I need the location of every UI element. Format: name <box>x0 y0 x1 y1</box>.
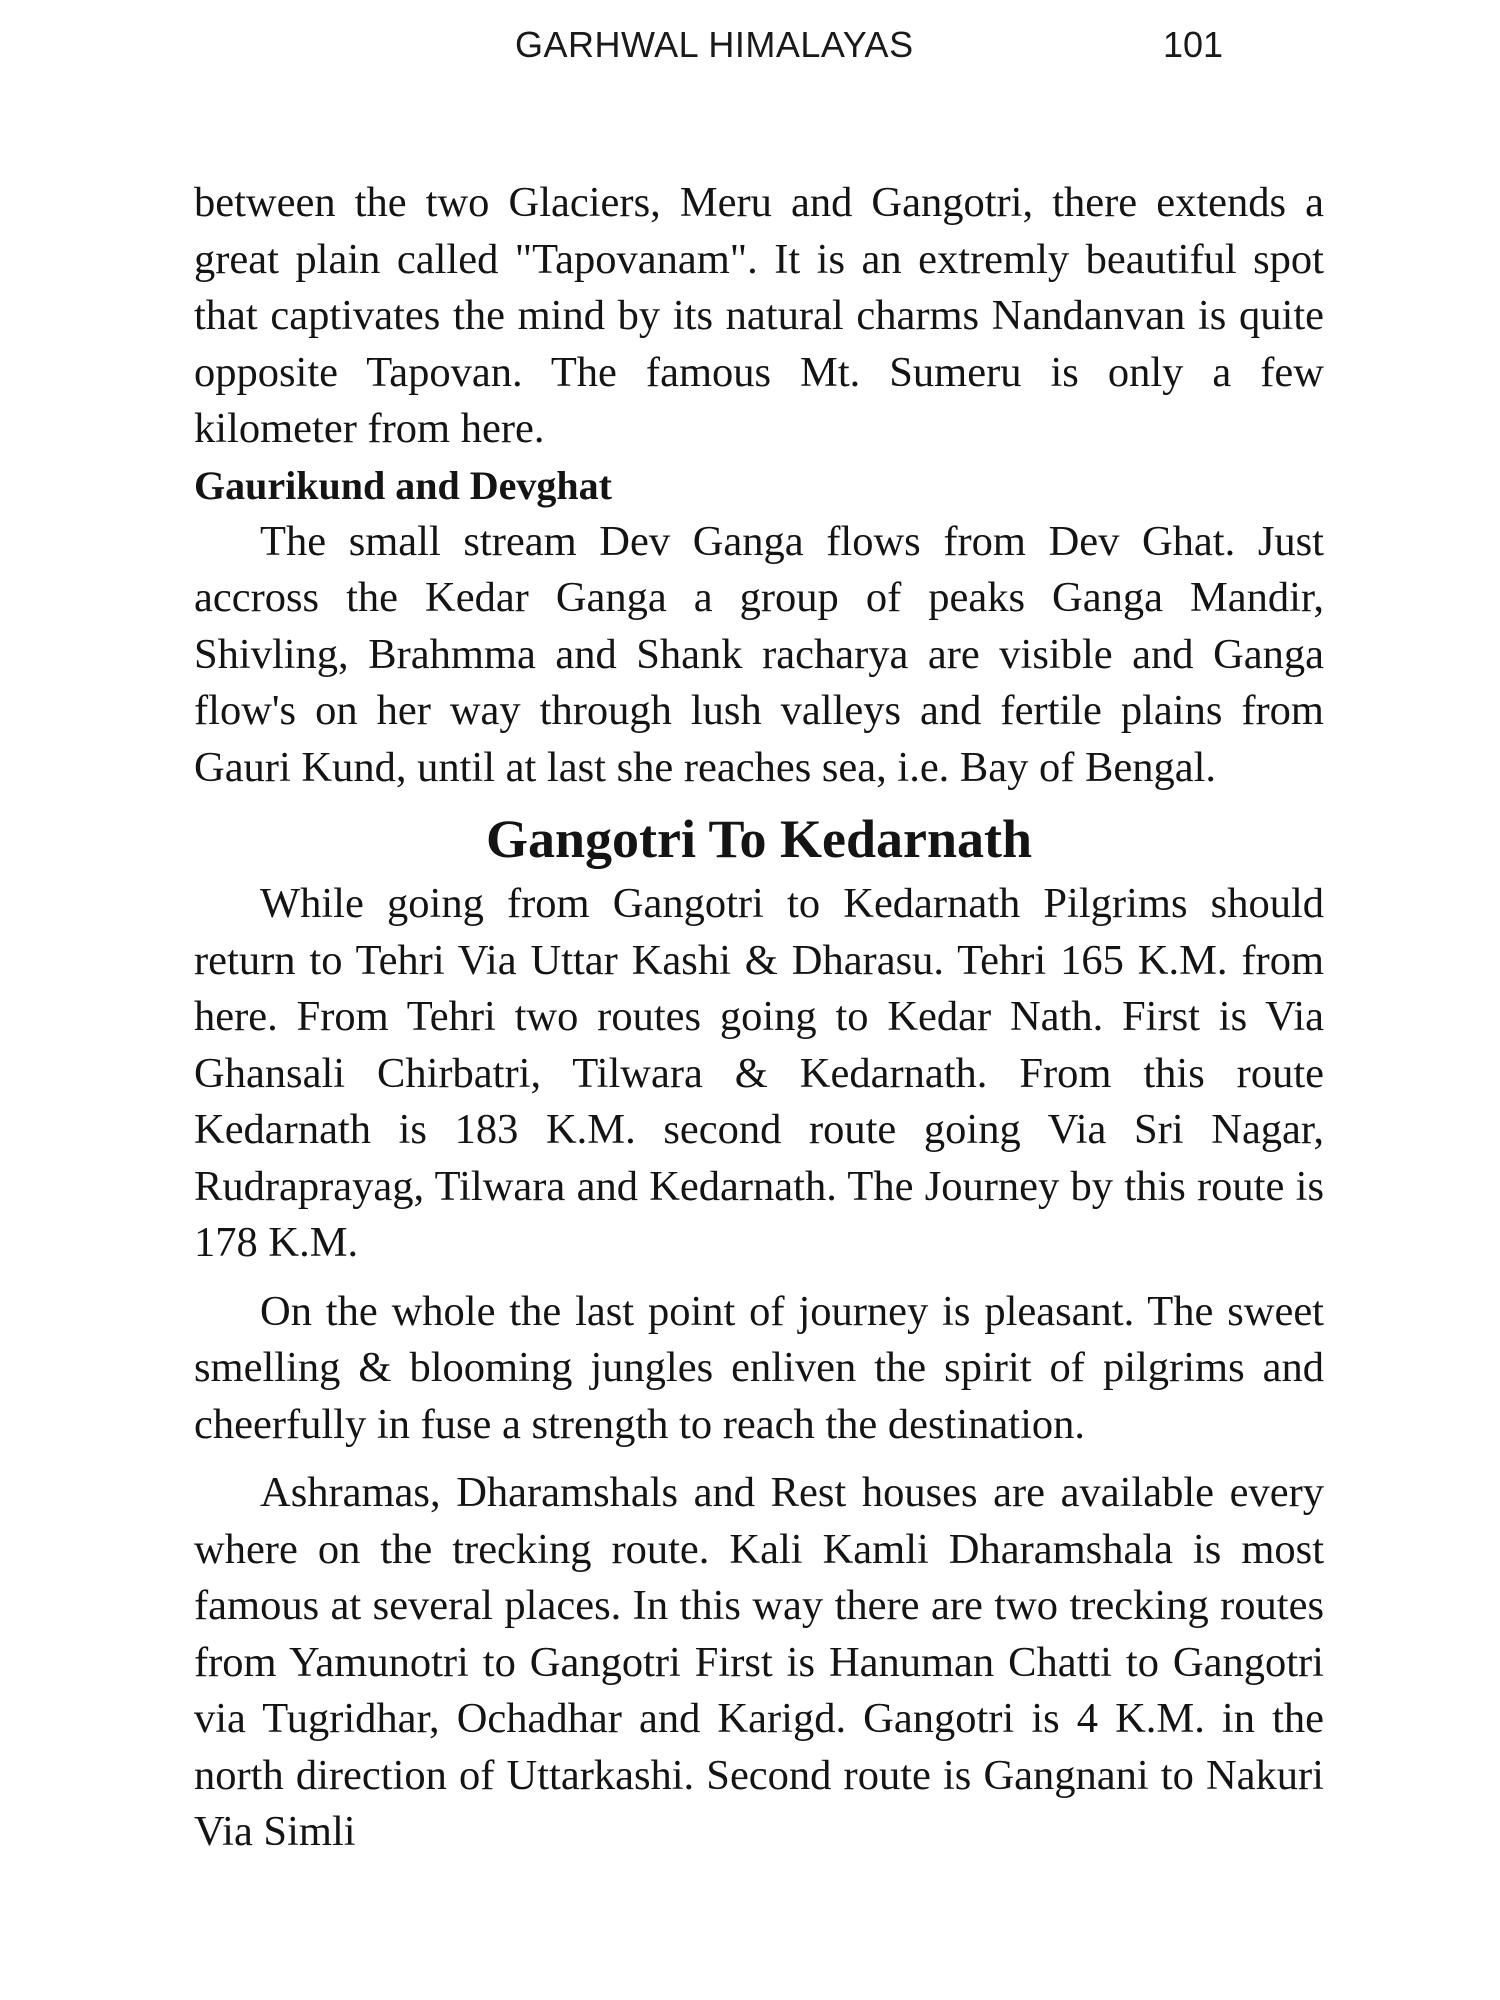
body-text <box>194 175 1324 1861</box>
paragraph-dev-ganga: The small stream Dev Ganga flows from Dev Ghat. Just accross the Kedar Ganga a group of peaks Ganga Mandir, Shivling, Brahmma and Shank racharya are visible and Ganga flow's on her way through lush valleys and fertile plains from Gauri Kund, until at last she reaches sea, i.e. Bay of Bengal. <box>194 517 1324 791</box>
running-header <box>0 20 1500 80</box>
subheading-gaurikund-devghat: Gaurikund and Devghat <box>194 462 612 508</box>
paragraph-routes-to-kedarnath: While going from Gangotri to Kedarnath Pilgrims should return to Tehri Via Uttar Kashi & Dharasu. Tehri 165 K.M. from here. From Tehri two routes going to Kedar Nath. First is Via Ghansali Chirbatri, Tilwara & Kedarnath. From this route Kedarnath is 183 K.M. second route going Via Sri Nagar, Rudraprayag, Tilwara and Kedarnath. The Journey by this route is 178 K.M. <box>194 880 1324 1266</box>
section-title: Gangotri To Kedarnath <box>485 809 1033 869</box>
paragraph-tapovanam: between the two Glaciers, Meru and Gangotri, there extends a great plain called "Tapovanam". It is an extremly beautiful spot that captivates the mind by its natural charms Nandanvan is quite opposite Tapovan. The famous Mt. Sumeru is only a few kilometer from here. <box>194 179 1324 452</box>
page-number: 101 <box>1163 24 1224 65</box>
paragraph-ashramas: Ashramas, Dharamshals and Rest houses are available every where on the trecking route. Kali Kamli Dharamshala is most famous at several places. In this way there are two trecking routes from Yamunotri to Gangotri First is Hanuman Chatti to Gangotri via Tugridhar, Ochadhar and Karigd. Gangotri is 4 K.M. in the north direction of Uttarkashi. Second route is Gangnani to Nakuri Via Simli <box>194 1469 1324 1855</box>
running-title: GARHWAL HIMALAYAS <box>515 24 914 65</box>
paragraph-journey-pleasant: On the whole the last point of journey is pleasant. The sweet smelling & blooming jungles enliven the spirit of pilgrims and cheerfully in fuse a strength to reach the destination. <box>194 1287 1324 1448</box>
